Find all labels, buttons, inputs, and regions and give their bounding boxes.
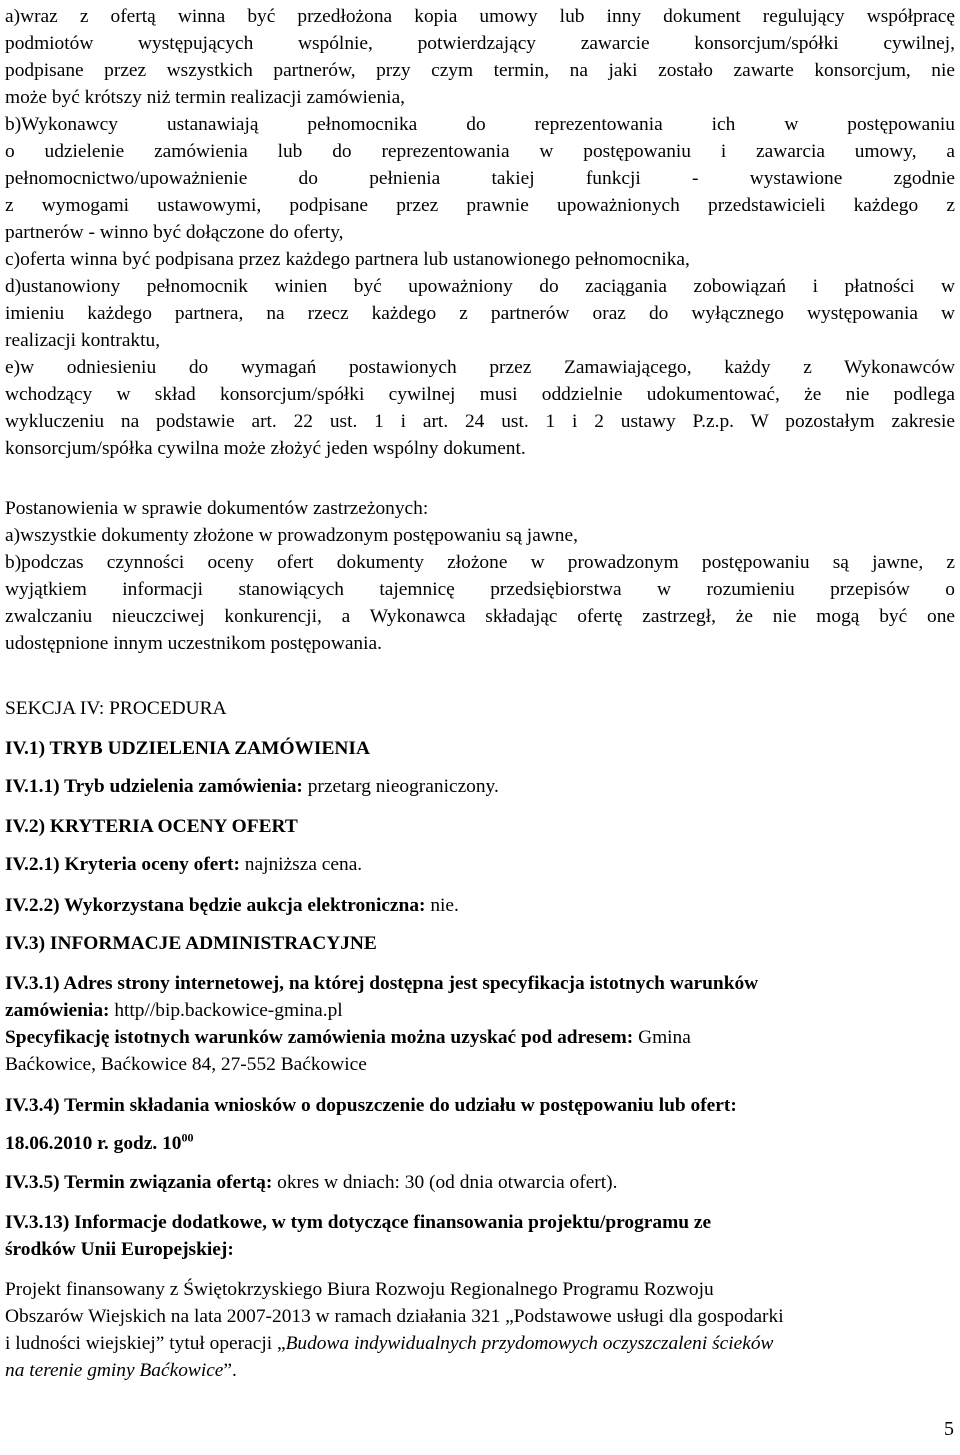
text-line: a)wszystkie dokumenty złożone w prowadzonym postępowaniu są jawne, — [5, 525, 578, 546]
text-line: partnerów - winno być dołączone do oferty, — [5, 222, 344, 243]
spec-line2: Baćkowice, Baćkowice 84, 27-552 Baćkowice — [5, 1054, 367, 1075]
text-line: o udzielenie zamówienia lub do reprezentowania w postępowaniu i zawarcia umowy, a — [5, 141, 955, 162]
project-line4-end: ”. — [223, 1360, 237, 1381]
project-line3 — [5, 1330, 955, 1357]
project-line4 — [5, 1357, 955, 1384]
text-line: konsorcjum/spółka cywilna może złożyć jeden wspólny dokument. — [5, 438, 526, 459]
heading-iv2: IV.2) KRYTERIA OCENY OFERT — [5, 816, 298, 837]
text-line: podmiotów występujących wspólnie, potwierdzający zawarcie konsorcjum/spółki cywilnej, — [5, 33, 955, 54]
text-line: c)oferta winna być podpisana przez każdego partnera lub ustanowionego pełnomocnika, — [5, 249, 690, 270]
project-title-part2: na terenie gminy Baćkowice — [5, 1360, 224, 1381]
item-iv22-label: IV.2.2) Wykorzystana będzie aukcja elektroniczna: — [5, 895, 426, 916]
text-line: imieniu każdego partnera, na rzecz każdego z partnerów oraz do wyłącznego występowania w — [5, 303, 955, 324]
spec-value-1: Gmina — [633, 1027, 691, 1048]
text-line: b)Wykonawcy ustanawiają pełnomocnika do reprezentowania ich w postępowaniu — [5, 114, 955, 135]
item-iv21-value: najniższa cena. — [239, 854, 363, 875]
item-iv35 — [5, 1169, 955, 1196]
item-iv11-label: IV.1.1) Tryb udzielenia zamówienia: — [5, 776, 303, 797]
text-line: może być krótszy niż termin realizacji zamówienia, — [5, 87, 406, 108]
project-line1: Projekt finansowany z Świętokrzyskiego Biura Rozwoju Regionalnego Programu Rozwoju — [5, 1279, 714, 1300]
item-iv313-line2: środków Unii Europejskiej: — [5, 1239, 234, 1260]
item-iv35-value: okres w dniach: 30 (od dnia otwarcia ofert). — [272, 1172, 618, 1193]
item-iv31-line1: IV.3.1) Adres strony internetowej, na której dostępna jest specyfikacja istotnych warunków — [5, 973, 759, 994]
item-iv21-label: IV.2.1) Kryteria oceny ofert: — [5, 854, 240, 875]
item-iv31-line2 — [5, 997, 955, 1024]
item-iv22-value: nie. — [425, 895, 459, 916]
heading-iv3: IV.3) INFORMACJE ADMINISTRACYJNE — [5, 933, 377, 954]
heading-iv1: IV.1) TRYB UDZIELENIA ZAMÓWIENIA — [5, 738, 370, 759]
text-line: wykluczeniu na podstawie art. 22 ust. 1 i art. 24 ust. 1 i 2 ustawy P.z.p. W pozostałym zakresie — [5, 411, 955, 432]
date-text: 18.06.2010 r. godz. 10 — [5, 1133, 182, 1154]
spec-line1 — [5, 1024, 955, 1051]
item-iv22 — [5, 892, 955, 919]
text-line: e)w odniesieniu do wymagań postawionych przez Zamawiającego, każdy z Wykonawców — [5, 357, 955, 378]
item-iv35-label: IV.3.5) Termin związania ofertą: — [5, 1172, 273, 1193]
item-iv31-label: zamówienia: — [5, 1000, 110, 1021]
item-iv21 — [5, 851, 955, 878]
project-line3-text: i ludności wiejskiej” tytuł operacji „ — [5, 1333, 286, 1354]
text-line: pełnomocnictwo/upoważnienie do pełnienia takiej funkcji - wystawione zgodnie — [5, 168, 955, 189]
text-line: zwalczaniu nieuczciwej konkurencji, a Wykonawca składając ofertę zastrzegł, że nie mogą być one — [5, 606, 955, 627]
section-title: SEKCJA IV: PROCEDURA — [5, 698, 227, 719]
spec-label: Specyfikację istotnych warunków zamówienia można uzyskać pod adresem: — [5, 1027, 634, 1048]
text-line: d)ustanowiony pełnomocnik winien być upoważniony do zaciągania zobowiązań i płatności w — [5, 276, 955, 297]
item-iv11 — [5, 773, 955, 800]
item-iv34: IV.3.4) Termin składania wniosków o dopuszczenie do udziału w postępowaniu lub ofert: — [5, 1095, 737, 1116]
item-iv31-url: http//bip.backowice-gmina.pl — [109, 1000, 343, 1021]
item-iv313-line1: IV.3.13) Informacje dodatkowe, w tym dotyczące finansowania projektu/programu ze — [5, 1212, 712, 1233]
project-title-part1: Budowa indywidualnych przydomowych oczyszczaleni ścieków — [285, 1333, 774, 1354]
text-line: wchodzący w skład konsorcjum/spółki cywilnej musi oddzielnie udokumentować, że nie podlega — [5, 384, 955, 405]
project-line2: Obszarów Wiejskich na lata 2007-2013 w ramach działania 321 „Podstawowe usługi dla gospodarki — [5, 1306, 784, 1327]
text-line: a)wraz z ofertą winna być przedłożona kopia umowy lub inny dokument regulujący współpracę — [5, 6, 955, 27]
text-line: wyjątkiem informacji stanowiących tajemnicę przedsiębiorstwa w rozumieniu przepisów o — [5, 579, 955, 600]
text-line: z wymogami ustawowymi, podpisane przez prawnie upoważnionych przedstawicieli każdego z — [5, 195, 955, 216]
item-iv34-date — [5, 1130, 955, 1157]
text-line: b)podczas czynności oceny ofert dokumenty złożone w prowadzonym postępowaniu są jawne, z — [5, 552, 955, 573]
text-line: udostępnione innym uczestnikom postępowania. — [5, 633, 382, 654]
text-line: podpisane przez wszystkich partnerów, przy czym termin, na jaki zostało zawarte konsorcjum, nie — [5, 60, 955, 81]
text-line: realizacji kontraktu, — [5, 330, 161, 351]
date-minutes: 00 — [181, 1130, 194, 1145]
page-number: 5 — [944, 1418, 954, 1440]
text-line: Postanowienia w sprawie dokumentów zastrzeżonych: — [5, 498, 429, 519]
item-iv11-value: przetarg nieograniczony. — [302, 776, 499, 797]
